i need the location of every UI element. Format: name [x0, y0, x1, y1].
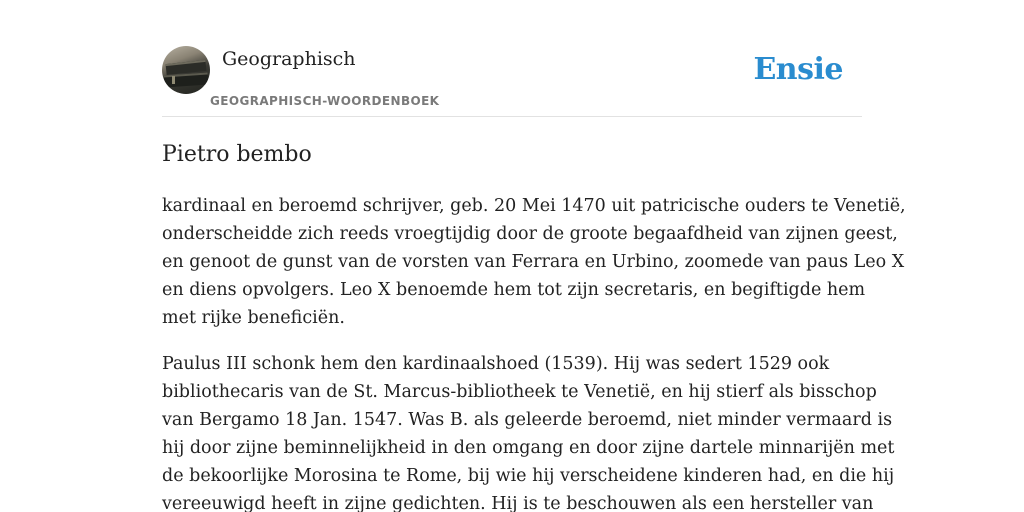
brand-logo-link[interactable]: Ensie	[753, 52, 843, 87]
book-image	[164, 72, 209, 87]
text-line: vereeuwigd heeft in zijne gedichten. Hij is te beschouwen als een hersteller van	[162, 494, 874, 512]
site-header	[162, 46, 862, 117]
article-paragraph	[162, 350, 895, 512]
site-slug-link[interactable]: GEOGRAPHISCH-WOORDENBOEK	[210, 94, 440, 108]
text-line: de bekoorlijke Morosina te Rome, bij wie hij verscheidene kinderen had, en die hij	[162, 466, 895, 486]
text-line: en diens opvolgers. Leo X benoemde hem tot zijn secretaris, en begiftigde hem	[162, 280, 866, 300]
text-line: kardinaal en beroemd schrijver, geb. 20 Mei 1470 uit patricische ouders te Venetië,	[162, 196, 906, 216]
article-body	[162, 192, 906, 512]
site-name-link[interactable]: Geographisch	[222, 48, 356, 70]
page-title: Pietro bembo	[162, 142, 312, 167]
text-line: bibliothecaris van de St. Marcus-bibliotheek te Venetië, en hij stierf als bisschop	[162, 382, 877, 402]
text-line: met rijke beneficiën.	[162, 308, 345, 328]
book-band	[172, 76, 175, 84]
text-line: van Bergamo 18 Jan. 1547. Was B. als geleerde beroemd, niet minder vermaard is	[162, 410, 893, 430]
text-line: hij door zijne beminnelijkheid in den omgang en door zijne dartele minnarijën met	[162, 438, 895, 458]
article-paragraph	[162, 192, 906, 332]
text-line: Paulus III schonk hem den kardinaalshoed (1539). Hij was sedert 1529 ook	[162, 354, 830, 374]
text-line: en genoot de gunst van de vorsten van Ferrara en Urbino, zoomede van paus Leo X	[162, 252, 905, 272]
site-avatar[interactable]	[162, 46, 210, 94]
text-line: onderscheidde zich reeds vroegtijdig door de groote begaafdheid van zijnen geest,	[162, 224, 898, 244]
